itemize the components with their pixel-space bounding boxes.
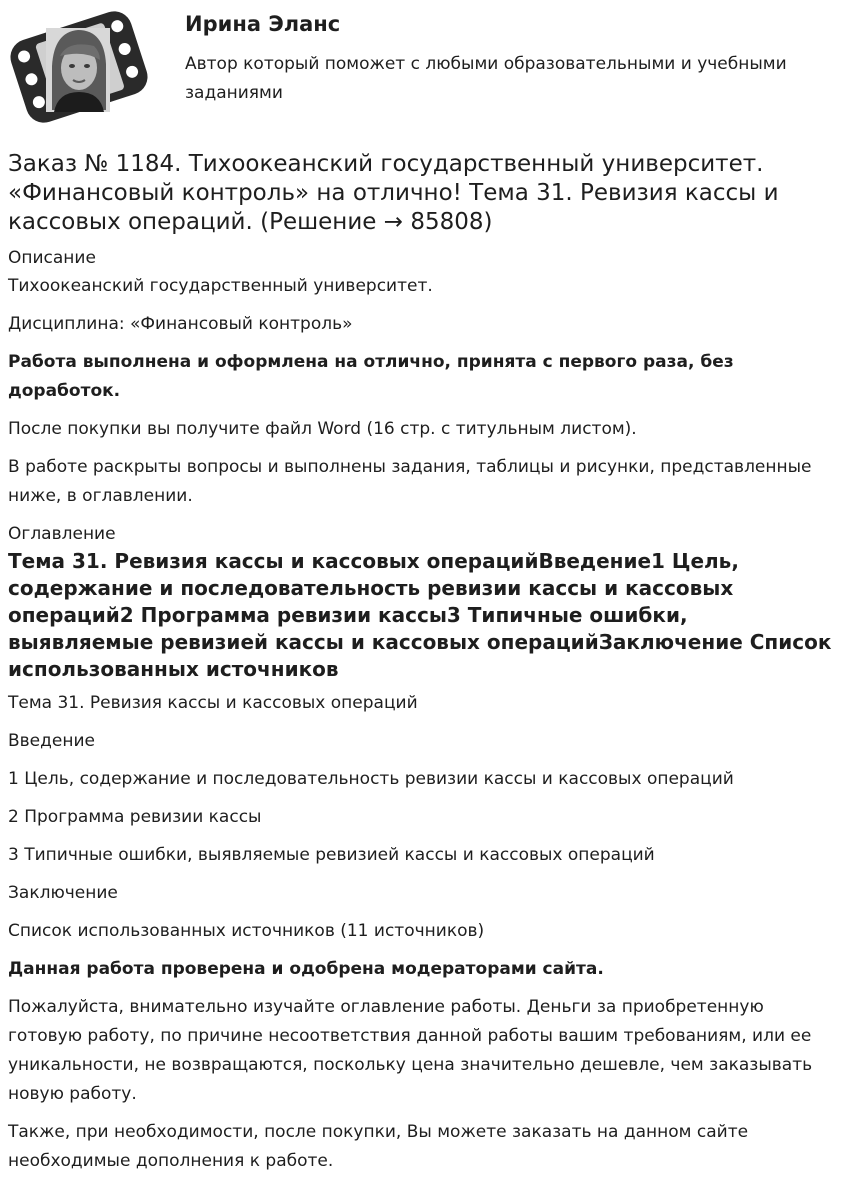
warning-text: Пожалуйста, внимательно изучайте оглавление работы. Деньги за приобретенную готовую работу, по причине несоответствия данной работы вашим требованиям, или ее уникальности, не возвращаются, поскольку цена значительно дешевле, чем заказывать новую работу. (8, 997, 813, 1104)
extra-text: Также, при необходимости, после покупки, Вы можете заказать на данном сайте необходимые дополнения к работе. (8, 1122, 749, 1171)
author-name: Ирина Эланс (185, 12, 341, 36)
toc-list (8, 689, 838, 946)
toc-item: Введение (8, 731, 95, 751)
toc-item: Заключение (8, 883, 118, 903)
toc-item: 1 Цель, содержание и последовательность ревизии кассы и кассовых операций (8, 769, 734, 789)
main-content (8, 150, 838, 1185)
discipline-text: Дисциплина: «Финансовый контроль» (8, 314, 353, 334)
toc-heading: Тема 31. Ревизия кассы и кассовых операцийВведение1 Цель, содержание и последовательность ревизии кассы и кассовых операций2 Программа ревизии кассы3 Типичные ошибки, выявляемые ревизией кассы и кассовых операцийЗаключение Список использованных источников (8, 549, 832, 681)
contents-note-text: В работе раскрыты вопросы и выполнены задания, таблицы и рисунки, представленные ниже, в оглавлении. (8, 457, 812, 506)
toc-item: 3 Типичные ошибки, выявляемые ревизией кассы и кассовых операций (8, 845, 655, 865)
author-description: Автор который поможет с любыми образовательными и учебными заданиями (185, 54, 787, 103)
film-frame-avatar-icon (8, 6, 150, 128)
description-label: Описание (8, 248, 96, 268)
university-text: Тихоокеанский государственный университет. (8, 276, 433, 296)
toc-item: Список использованных источников (11 источников) (8, 921, 485, 941)
avatar (8, 6, 150, 128)
page-title: Заказ № 1184. Тихоокеанский государственный университет. «Финансовый контроль» на отлично! Тема 31. Ревизия кассы и кассовых операций. (Решение → 85808) (8, 151, 779, 235)
toc-label: Оглавление (8, 524, 116, 544)
moderated-text: Данная работа проверена и одобрена модераторами сайта. (8, 959, 604, 979)
author-header (0, 0, 847, 140)
toc-item: 2 Программа ревизии кассы (8, 807, 262, 827)
quality-text: Работа выполнена и оформлена на отлично, принята с первого раза, без доработок. (8, 352, 734, 401)
file-text: После покупки вы получите файл Word (16 стр. с титульным листом). (8, 419, 637, 439)
toc-item: Тема 31. Ревизия кассы и кассовых операций (8, 693, 418, 713)
